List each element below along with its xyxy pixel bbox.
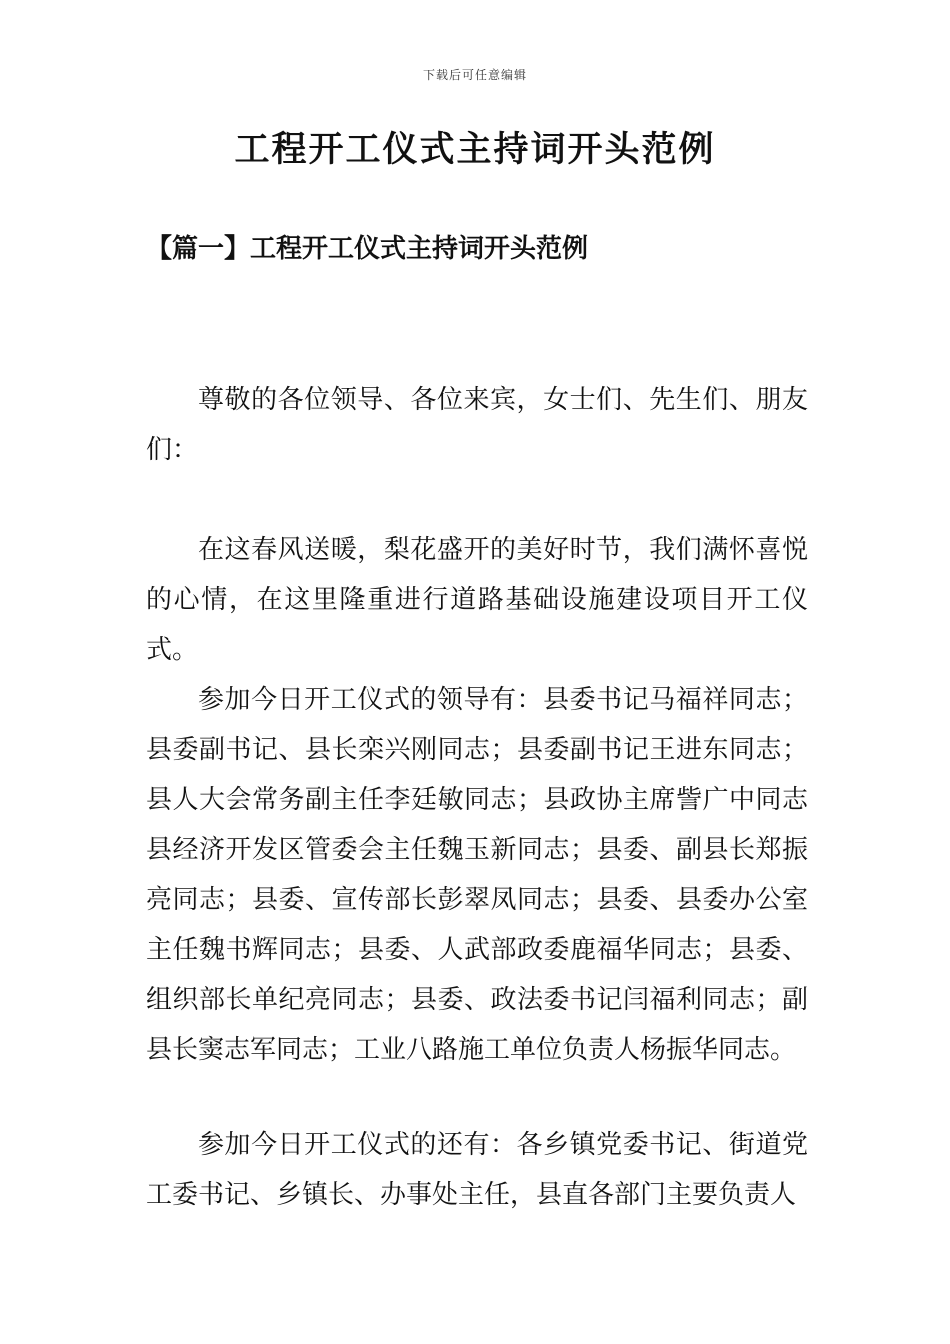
paragraph-leaders: 参加今日开工仪式的领导有：县委书记马福祥同志；县委副书记、县长栾兴刚同志；县委副书记王进东同志；县人大会常务副主任李廷敏同志；县政协主席訾广中同志县经济开发区管委会主任魏玉新同志；县委、副县长郑振亮同志；县委、宣传部长彭翠凤同志；县委、县委办公室主任魏书辉同志；县委、人武部政委鹿福华同志；县委、组织部长单纪亮同志；县委、政法委书记闫福利同志；副县长窦志军同志；工业八路施工单位负责人杨振华同志。 bbox=[146, 685, 808, 1065]
paragraph-greeting: 尊敬的各位领导、各位来宾，女士们、先生们、朋友们： bbox=[146, 385, 808, 465]
document-title: 工程开工仪式主持词开头范例 bbox=[234, 130, 716, 170]
paragraph-opening: 在这春风送暖，梨花盛开的美好时节，我们满怀喜悦的心情，在这里隆重进行道路基础设施建设项目开工仪式。 bbox=[146, 535, 808, 665]
section-heading: 【篇一】工程开工仪式主持词开头范例 bbox=[146, 234, 589, 264]
paragraph-attendees: 参加今日开工仪式的还有：各乡镇党委书记、街道党工委书记、乡镇长、办事处主任，县直各部门主要负责人 bbox=[146, 1130, 808, 1210]
header-note: 下载后可任意编辑 bbox=[422, 68, 527, 82]
